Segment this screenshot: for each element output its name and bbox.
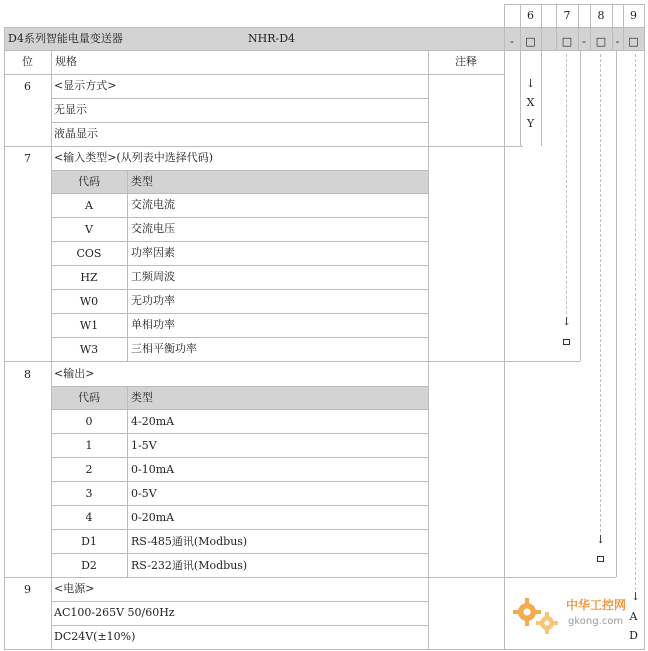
section-heading: <显示方式> <box>54 79 117 92</box>
code-box-icon <box>563 339 570 345</box>
option-label: DC24V(±10%) <box>54 630 136 643</box>
table-row-type: 无功功率 <box>131 294 175 307</box>
table-row-code: A <box>85 199 93 212</box>
option-code: X <box>526 96 535 109</box>
col-number-9: 9 <box>630 9 637 22</box>
section-heading: <输出> <box>54 367 95 380</box>
code-column-header: 代码 <box>78 391 100 404</box>
table-row-type: 0-5V <box>131 487 157 500</box>
option-code: D <box>629 629 638 642</box>
option-code: A <box>629 610 638 623</box>
section-number: 8 <box>24 368 31 381</box>
option-label: 液晶显示 <box>54 127 98 140</box>
down-arrow-icon: ↓ <box>562 315 572 328</box>
section-number: 7 <box>24 152 31 165</box>
table-row-code: W3 <box>79 343 99 356</box>
table-row-code: 3 <box>85 487 93 500</box>
table-row-code: 1 <box>85 439 93 452</box>
table-row-type: RS-232通讯(Modbus) <box>131 559 248 572</box>
table-row-type: 工频周波 <box>131 270 175 283</box>
option-label: AC100-265V 50/60Hz <box>54 606 175 619</box>
down-arrow-icon: ↓ <box>631 590 641 603</box>
guide-7 <box>566 54 567 314</box>
col-number-8: 8 <box>597 9 605 22</box>
table-row-code: 0 <box>85 415 93 428</box>
table-row-type: RS-485通讯(Modbus) <box>131 535 248 548</box>
table-row-code: D1 <box>81 535 97 548</box>
column-header-note: 注释 <box>455 55 477 68</box>
col-number-6: 6 <box>527 9 534 22</box>
option-label: 无显示 <box>54 103 87 116</box>
table-row-type: 0-20mA <box>131 511 175 524</box>
guide-8 <box>600 54 601 532</box>
column-header-spec: 规格 <box>55 55 77 68</box>
code-column-header: 代码 <box>78 175 100 188</box>
product-model: NHR-D4 <box>248 32 296 45</box>
down-arrow-icon: ↓ <box>526 77 536 90</box>
table-row-type: 单相功率 <box>131 318 175 331</box>
table-row-type: 1-5V <box>131 439 157 452</box>
code-slot: □ <box>561 35 573 48</box>
code-slot: - <box>510 35 514 48</box>
table-row-code: HZ <box>80 271 98 284</box>
guide-9 <box>635 54 636 590</box>
table-row-type: 0-10mA <box>131 463 175 476</box>
table-row-code: 2 <box>85 463 93 476</box>
table-row-code: W0 <box>79 295 99 308</box>
col-number-7: 7 <box>563 9 571 22</box>
table-row-code: 4 <box>85 511 93 524</box>
code-box-icon <box>597 556 604 562</box>
code-slot: □ <box>525 35 536 48</box>
product-title: D4系列智能电量变送器 <box>8 32 123 45</box>
table-row-type: 4-20mA <box>131 415 175 428</box>
section-number: 9 <box>24 583 31 596</box>
table-row-code: W1 <box>79 319 99 332</box>
code-slot: □ <box>628 35 639 48</box>
section-number: 6 <box>24 80 31 93</box>
table-row-type: 交流电流 <box>131 198 175 211</box>
down-arrow-icon: ↓ <box>596 533 606 546</box>
code-slot: - <box>582 35 586 48</box>
table-row-code: V <box>85 223 93 236</box>
table-row-type: 功率因素 <box>131 246 175 259</box>
section-heading: <输入类型>(从列表中选择代码) <box>54 151 214 164</box>
table-row-type: 三相平衡功率 <box>131 342 197 355</box>
watermark-brand: 中华工控网 <box>566 598 627 612</box>
table-row-code: D2 <box>81 559 97 572</box>
watermark-logo <box>512 594 627 638</box>
section-heading: <电源> <box>54 582 95 595</box>
gear-icon <box>512 594 562 638</box>
watermark-domain: gkong.com <box>568 616 624 627</box>
table-row-type: 交流电压 <box>131 222 175 235</box>
column-header-position: 位 <box>22 55 33 68</box>
code-slot: □ <box>595 35 607 48</box>
type-column-header: 类型 <box>131 391 153 404</box>
option-code: Y <box>526 117 535 130</box>
code-slot: - <box>615 35 620 48</box>
table-row-code: COS <box>76 247 102 260</box>
type-column-header: 类型 <box>131 175 153 188</box>
